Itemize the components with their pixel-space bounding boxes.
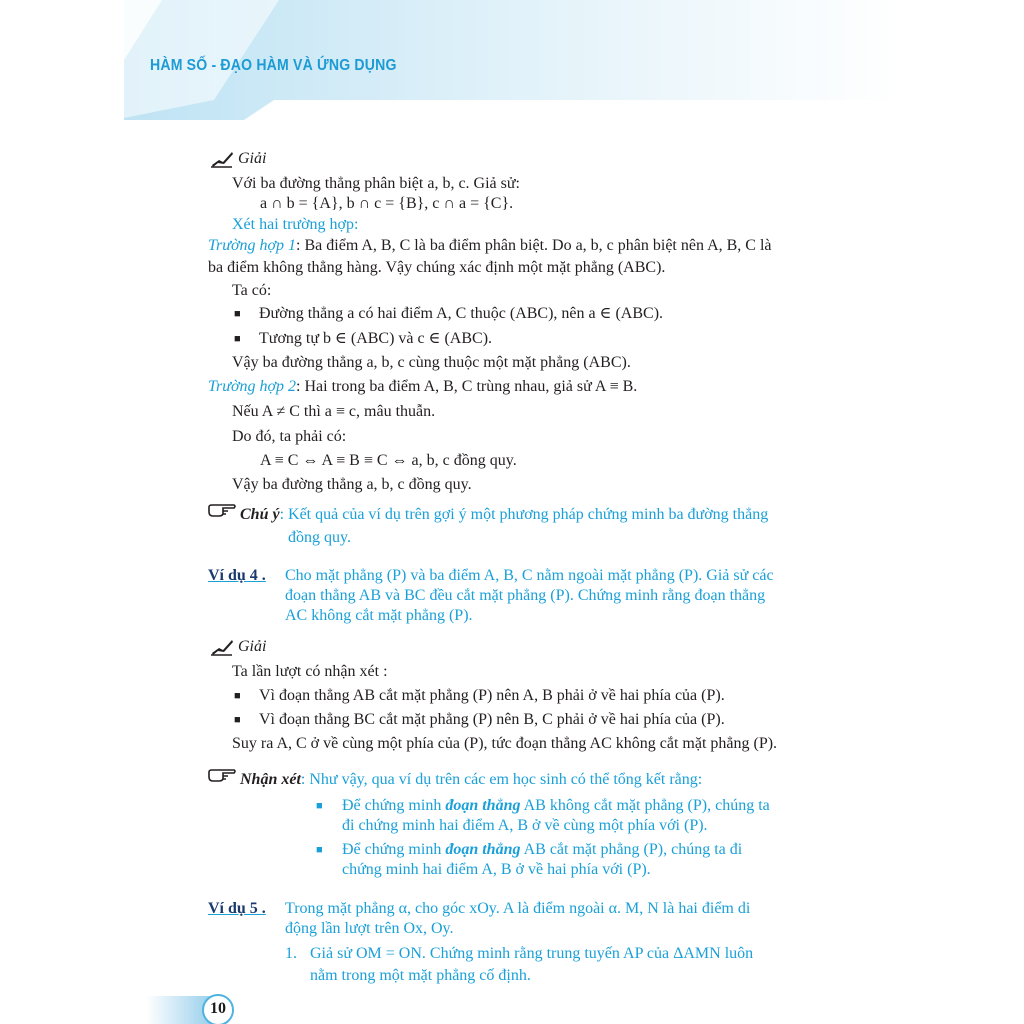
example-4-line2: đoạn thẳng AB và BC đều cắt mặt phẳng (P). Chứng minh rằng đoạn thẳng [285,587,766,604]
solution-heading: Giải [238,150,267,167]
remark-line [240,770,702,790]
example-5-line2: động lần lượt trên Ox, Oy. [285,920,454,937]
note-label: Chú ý [240,506,280,523]
pencil-hand-icon [210,150,234,168]
solution-conclusion: Suy ra A, C ở về cùng một phía của (P), tức đoạn thẳng AC không cắt mặt phẳng (P). [232,735,778,752]
remark-item-1: Để chứng minh đoạn thẳng AB không cắt mặt phẳng (P), chúng ta [342,797,770,814]
bullet-item: Vì đoạn thẳng BC cắt mặt phẳng (P) nên B, C phải ở về hai phía của (P). [259,711,725,728]
bullet-item: Đường thẳng a có hai điểm A, C thuộc (ABC), nên a ∈ (ABC). [259,305,664,322]
example-4-line3: AC không cắt mặt phẳng (P). [285,607,473,624]
solution-heading: Giải [238,638,267,655]
chapter-title: HÀM SỐ - ĐẠO HÀM VÀ ỨNG DỤNG [150,57,397,74]
emphasis: đoạn thẳng [445,797,521,814]
note-line2: đồng quy. [288,529,351,546]
page-number: 10 [210,1000,226,1017]
case1-conclusion: Vậy ba đường thẳng a, b, c cùng thuộc một mặt phẳng (ABC). [232,354,631,371]
case2-label: Trường hợp 2 [208,378,297,395]
we-have: Ta có: [232,282,272,299]
question-1-number: 1. [285,945,297,962]
bullet-marker: ■ [234,308,241,320]
bullet-marker: ■ [316,844,323,856]
example-4-label: Ví dụ 4 . [208,567,266,584]
emphasis: đoạn thẳng [445,841,521,858]
remark-intro: : Như vậy, qua ví dụ trên các em học sinh có thể tổng kết rằng: [300,771,703,788]
example-5-line1: Trong mặt phẳng α, cho góc xOy. A là điểm ngoài α. M, N là hai điểm di [285,900,751,917]
solution-intro: Ta lần lượt có nhận xét : [232,663,388,680]
case2-line [208,377,637,397]
if-line: Nếu A ≠ C thì a ≡ c, mâu thuẫn. [232,403,436,420]
cases-intro: Xét hai trường hợp: [232,216,359,233]
remark-label: Nhận xét [240,771,301,788]
solution-intro: Với ba đường thẳng phân biệt a, b, c. Giả sử: [232,175,520,192]
bullet-marker: ■ [234,333,241,345]
pencil-hand-icon [210,638,234,656]
bullet-item: Tương tự b ∈ (ABC) và c ∈ (ABC). [259,330,493,347]
remark-item-2: Để chứng minh đoạn thẳng AB cắt mặt phẳng (P), chúng ta đi [342,841,743,858]
case1-line2: ba điểm không thẳng hàng. Vậy chúng xác định một mặt phẳng (ABC). [208,259,666,276]
assumption-line: a ∩ b = {A}, b ∩ c = {B}, c ∩ a = {C}. [260,195,514,212]
solution-conclusion: Vậy ba đường thẳng a, b, c đồng quy. [232,476,472,493]
so-line: Do đó, ta phải có: [232,428,347,445]
equivalence-line: A ≡ C ⇔ A ≡ B ≡ C ⇔ a, b, c đồng quy. [260,452,517,469]
pointing-hand-icon [208,768,236,782]
case1-line [208,236,772,256]
example-4-line1: Cho mặt phẳng (P) và ba điểm A, B, C nằm ngoài mặt phẳng (P). Giả sử các [285,567,774,584]
bullet-marker: ■ [316,800,323,812]
question-1-line2: nằm trong một mặt phẳng cố định. [310,967,531,984]
bullet-marker: ■ [234,714,241,726]
note-line1 [240,505,768,525]
case1-text: : Ba điểm A, B, C là ba điểm phân biệt. Do a, b, c phân biệt nên A, B, C là [296,237,772,254]
example-5-label: Ví dụ 5 . [208,900,266,917]
pointing-hand-icon [208,503,236,517]
bullet-item: Vì đoạn thẳng AB cắt mặt phẳng (P) nên A, B phải ở về hai phía của (P). [259,687,725,704]
case2-text: : Hai trong ba điểm A, B, C trùng nhau, giả sử A ≡ B. [296,378,638,395]
remark-item-1-line2: đi chứng minh hai điểm A, B ở về cùng một phía với (P). [342,817,708,834]
bullet-marker: ■ [234,690,241,702]
note-text: : Kết quả của ví dụ trên gợi ý một phương pháp chứng minh ba đường thẳng [279,506,769,523]
question-1-line1: Giả sử OM = ON. Chứng minh rằng trung tuyến AP của ΔAMN luôn [310,945,754,962]
case1-label: Trường hợp 1 [208,237,297,254]
remark-item-2-line2: chứng minh hai điểm A, B ở về hai phía với (P). [342,861,651,878]
